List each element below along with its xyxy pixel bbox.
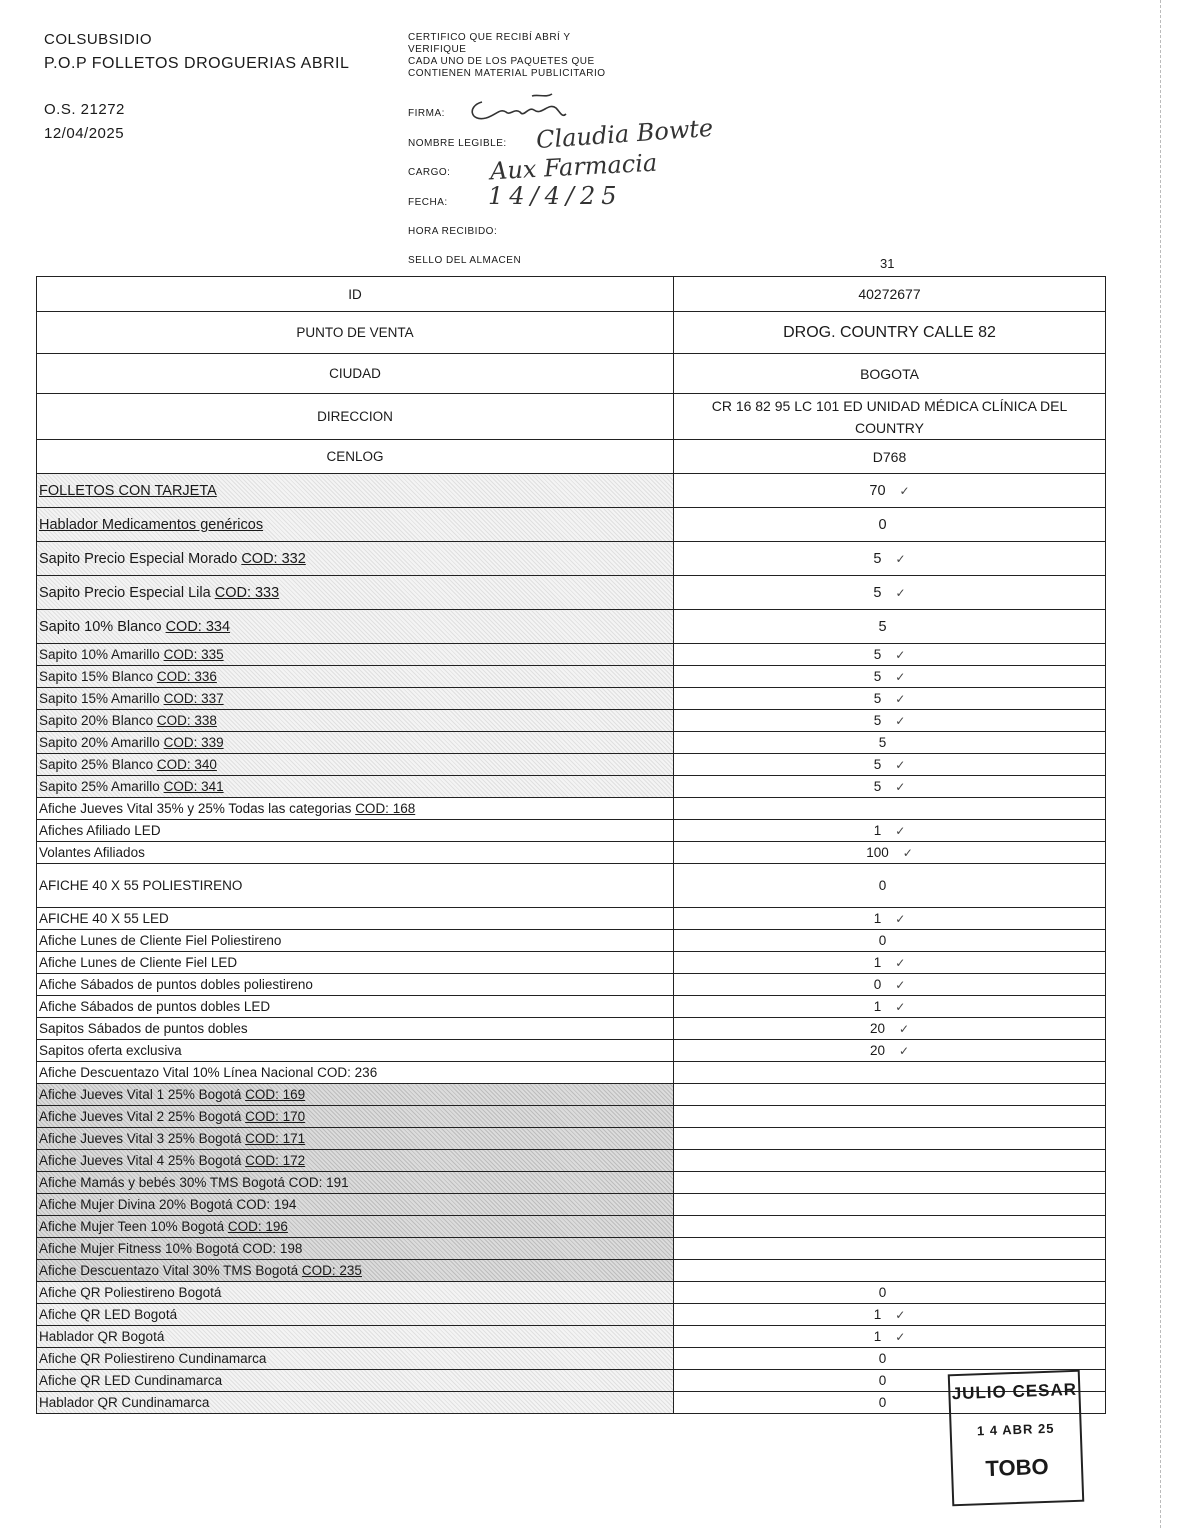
item-quantity: 5 <box>873 669 882 684</box>
page-edge-line <box>1160 0 1161 1528</box>
item-label: AFICHE 40 X 55 POLIESTIRENO <box>39 877 243 893</box>
firma-label: FIRMA: <box>408 108 445 119</box>
item-quantity-cell <box>674 974 1106 996</box>
item-quantity-cell <box>674 1150 1106 1172</box>
item-quantity: 5 <box>873 647 882 662</box>
check-mark-icon: ✓ <box>899 483 910 498</box>
check-mark-icon: ✓ <box>898 1022 910 1036</box>
item-quantity: 0 <box>878 1395 887 1410</box>
item-label: Afiche Descuentazo Vital 30% TMS Bogotá <box>39 1263 302 1278</box>
item-code: COD: 337 <box>163 691 224 706</box>
cargo-label: CARGO: <box>408 167 451 178</box>
hora-label: HORA RECIBIDO: <box>408 226 498 237</box>
item-label: Afiche QR Poliestireno Cundinamarca <box>39 1351 267 1366</box>
item-description <box>37 576 674 610</box>
stamp-date: 1 4 ABR 25 <box>976 1420 1055 1439</box>
item-description <box>37 864 674 908</box>
item-description <box>37 644 674 666</box>
item-description <box>37 610 674 644</box>
item-row <box>37 576 1106 610</box>
item-label: Afiche Lunes de Cliente Fiel LED <box>39 955 238 970</box>
item-label: Afiche Mujer Fitness 10% Bogotá COD: 198 <box>39 1241 303 1256</box>
item-quantity-cell <box>674 1084 1106 1106</box>
item-row <box>37 644 1106 666</box>
item-label: Volantes Afiliados <box>39 845 145 860</box>
order-number: O.S. 21272 <box>44 101 125 118</box>
item-description <box>37 1018 674 1040</box>
check-mark-icon: ✓ <box>895 824 906 838</box>
item-quantity: 5 <box>873 757 882 772</box>
item-label: Sapito 25% Amarillo <box>39 779 164 794</box>
check-mark-icon: ✓ <box>895 670 906 684</box>
nombre-handwritten: Claudia Bowte <box>535 113 715 155</box>
delivery-table <box>36 276 1106 1414</box>
item-code: COD: 170 <box>245 1109 306 1124</box>
item-row <box>37 820 1106 842</box>
sello-label: SELLO DEL ALMACEN <box>408 255 522 266</box>
item-label: Afiche Sábados de puntos dobles LED <box>39 999 271 1014</box>
item-quantity-cell <box>674 644 1106 666</box>
item-label: AFICHE 40 X 55 LED <box>39 911 169 926</box>
check-mark-icon: ✓ <box>895 1308 906 1322</box>
item-label: Afiches Afiliado LED <box>39 823 161 838</box>
item-description <box>37 798 674 820</box>
item-quantity-cell <box>674 1260 1106 1282</box>
info-row <box>37 440 1106 474</box>
info-label: DIRECCION <box>37 394 674 440</box>
item-row <box>37 610 1106 644</box>
item-label: Hablador QR Cundinamarca <box>39 1395 210 1410</box>
item-code: COD: 171 <box>245 1131 306 1146</box>
item-description <box>37 1282 674 1304</box>
item-quantity: 1 <box>873 955 882 970</box>
item-code: COD: 169 <box>245 1087 306 1102</box>
item-label: FOLLETOS CON TARJETA <box>39 482 217 499</box>
item-quantity: 70 <box>869 482 886 499</box>
item-label: Sapito 20% Blanco <box>39 713 157 728</box>
item-quantity-cell <box>674 1018 1106 1040</box>
item-description <box>37 1304 674 1326</box>
item-label: Sapito 10% Blanco <box>39 618 166 635</box>
item-code: COD: 336 <box>156 669 217 684</box>
item-label: Sapito 15% Blanco <box>39 669 157 684</box>
item-row <box>37 1172 1106 1194</box>
item-quantity-cell <box>674 1326 1106 1348</box>
item-quantity-cell <box>674 1216 1106 1238</box>
item-quantity-cell <box>674 754 1106 776</box>
info-label: CIUDAD <box>37 354 674 394</box>
item-row <box>37 754 1106 776</box>
item-row <box>37 930 1106 952</box>
info-row <box>37 277 1106 312</box>
item-description <box>37 1106 674 1128</box>
certificate-line: VERIFIQUE <box>408 44 467 55</box>
item-description <box>37 754 674 776</box>
item-label: Afiche Jueves Vital 35% y 25% Todas las categorias <box>39 801 356 816</box>
item-quantity-cell <box>674 798 1106 820</box>
item-row <box>37 1238 1106 1260</box>
check-mark-icon: ✓ <box>895 978 906 992</box>
item-code: COD: 335 <box>163 647 224 662</box>
check-mark-icon: ✓ <box>895 758 906 772</box>
item-row <box>37 542 1106 576</box>
item-quantity: 5 <box>873 584 882 601</box>
item-label: Afiche Sábados de puntos dobles poliestireno <box>39 977 313 992</box>
item-label: Sapito Precio Especial Lila <box>39 584 215 601</box>
item-label: Sapito Precio Especial Morado <box>39 550 242 567</box>
item-quantity-cell <box>674 1128 1106 1150</box>
item-code: COD: 338 <box>156 713 217 728</box>
certificate-line: CERTIFICO QUE RECIBÍ ABRÍ Y <box>408 32 571 43</box>
item-label: Sapito 10% Amarillo <box>39 647 164 662</box>
item-description <box>37 908 674 930</box>
item-quantity: 5 <box>873 691 882 706</box>
item-quantity: 0 <box>878 878 887 893</box>
item-row <box>37 474 1106 508</box>
item-code: COD: 340 <box>156 757 217 772</box>
header-block <box>44 28 349 146</box>
item-quantity-cell <box>674 1062 1106 1084</box>
item-row <box>37 1392 1106 1414</box>
item-quantity-cell <box>674 1106 1106 1128</box>
item-description <box>37 1216 674 1238</box>
fecha-handwritten: 14/4/25 <box>488 182 623 210</box>
info-row <box>37 312 1106 354</box>
item-label: Hablador Medicamentos genéricos <box>39 516 264 533</box>
item-quantity: 5 <box>873 550 882 567</box>
certificate-line: CADA UNO DE LOS PAQUETES QUE <box>408 56 595 67</box>
item-label: Afiche QR LED Cundinamarca <box>39 1373 223 1388</box>
item-description <box>37 688 674 710</box>
item-quantity-cell <box>674 1172 1106 1194</box>
item-quantity: 0 <box>873 977 882 992</box>
item-quantity: 1 <box>873 911 882 926</box>
check-mark-icon: ✓ <box>895 714 906 728</box>
item-code: COD: 332 <box>241 550 306 567</box>
item-quantity-cell <box>674 1040 1106 1062</box>
item-quantity: 1 <box>873 1329 882 1344</box>
fecha-label: FECHA: <box>408 197 448 208</box>
item-code: COD: 334 <box>165 618 231 635</box>
item-code: COD: 341 <box>163 779 224 794</box>
item-label: Afiche Jueves Vital 2 25% Bogotá <box>39 1109 246 1124</box>
item-quantity-cell <box>674 474 1106 508</box>
item-description <box>37 1150 674 1172</box>
item-label: Afiche Mujer Divina 20% Bogotá COD: 194 <box>39 1197 297 1212</box>
item-row <box>37 1040 1106 1062</box>
check-mark-icon: ✓ <box>895 585 906 600</box>
certificate-text <box>408 32 606 80</box>
item-row <box>37 710 1106 732</box>
item-quantity-cell <box>674 1238 1106 1260</box>
item-row <box>37 1084 1106 1106</box>
item-row <box>37 1216 1106 1238</box>
item-description <box>37 996 674 1018</box>
item-description <box>37 1194 674 1216</box>
item-row <box>37 908 1106 930</box>
item-quantity: 1 <box>873 1307 882 1322</box>
nombre-label: NOMBRE LEGIBLE: <box>408 138 507 149</box>
item-quantity: 100 <box>866 845 889 860</box>
item-row <box>37 1326 1106 1348</box>
item-row <box>37 1304 1106 1326</box>
info-value: D768 <box>674 440 1106 474</box>
signature-scribble <box>462 88 572 128</box>
item-quantity-cell <box>674 666 1106 688</box>
item-label: Sapitos oferta exclusiva <box>39 1043 182 1058</box>
item-quantity-cell <box>674 908 1106 930</box>
item-row <box>37 1370 1106 1392</box>
item-quantity: 1 <box>873 999 882 1014</box>
item-quantity: 0 <box>878 1285 887 1300</box>
item-quantity-cell <box>674 688 1106 710</box>
stamp-location: TOBO <box>985 1453 1050 1482</box>
item-quantity-cell <box>674 610 1106 644</box>
item-quantity: 20 <box>869 1043 885 1058</box>
item-row <box>37 974 1106 996</box>
item-row <box>37 798 1106 820</box>
item-description <box>37 1084 674 1106</box>
page-number: 31 <box>880 256 895 271</box>
item-row <box>37 996 1106 1018</box>
item-description <box>37 732 674 754</box>
item-row <box>37 864 1106 908</box>
item-row <box>37 1018 1106 1040</box>
item-row <box>37 1194 1106 1216</box>
item-description <box>37 842 674 864</box>
info-value: 40272677 <box>674 277 1106 312</box>
item-label: Afiche Descuentazo Vital 10% Línea Nacional COD: 236 <box>39 1065 378 1080</box>
document-title: P.O.P FOLLETOS DROGUERIAS ABRIL <box>44 55 350 72</box>
item-quantity: 1 <box>873 823 882 838</box>
info-row <box>37 354 1106 394</box>
item-label: Hablador QR Bogotá <box>39 1329 165 1344</box>
check-mark-icon: ✓ <box>898 1044 910 1058</box>
item-quantity: 5 <box>878 735 887 750</box>
item-row <box>37 952 1106 974</box>
certificate-line: CONTIENEN MATERIAL PUBLICITARIO <box>408 68 606 79</box>
item-label: Afiche QR LED Bogotá <box>39 1307 178 1322</box>
item-quantity: 5 <box>873 713 882 728</box>
check-mark-icon: ✓ <box>895 692 906 706</box>
item-label: Afiche Mujer Teen 10% Bogotá <box>39 1219 228 1234</box>
item-label: Sapito 20% Amarillo <box>39 735 164 750</box>
item-row <box>37 666 1106 688</box>
item-row <box>37 1260 1106 1282</box>
info-value: BOGOTA <box>674 354 1106 394</box>
info-label: PUNTO DE VENTA <box>37 312 674 354</box>
item-description <box>37 1128 674 1150</box>
item-description <box>37 1326 674 1348</box>
item-quantity-cell <box>674 542 1106 576</box>
item-description <box>37 1348 674 1370</box>
check-mark-icon: ✓ <box>895 912 906 926</box>
item-quantity: 0 <box>878 1351 887 1366</box>
item-label: Afiche Jueves Vital 1 25% Bogotá <box>39 1087 246 1102</box>
check-mark-icon: ✓ <box>895 551 906 566</box>
item-description <box>37 542 674 576</box>
item-label: Afiche QR Poliestireno Bogotá <box>39 1285 222 1300</box>
item-description <box>37 1172 674 1194</box>
item-row <box>37 1106 1106 1128</box>
item-quantity-cell <box>674 710 1106 732</box>
item-row <box>37 842 1106 864</box>
item-quantity-cell <box>674 576 1106 610</box>
stamp-name: JULIO CESAR <box>951 1379 1078 1404</box>
item-quantity: 0 <box>878 516 887 533</box>
item-description <box>37 930 674 952</box>
item-quantity-cell <box>674 952 1106 974</box>
item-description <box>37 1392 674 1414</box>
item-code: COD: 339 <box>163 735 224 750</box>
item-quantity-cell <box>674 864 1106 908</box>
item-row <box>37 776 1106 798</box>
item-description <box>37 1238 674 1260</box>
info-value: DROG. COUNTRY CALLE 82 <box>674 312 1106 354</box>
item-code: COD: 196 <box>227 1219 288 1234</box>
info-row <box>37 394 1106 440</box>
item-description <box>37 508 674 542</box>
item-label: Sapitos Sábados de puntos dobles <box>39 1021 248 1036</box>
item-code: COD: 168 <box>355 801 416 816</box>
item-quantity-cell <box>674 996 1106 1018</box>
item-description <box>37 1260 674 1282</box>
item-code: COD: 333 <box>214 584 280 601</box>
item-quantity-cell <box>674 930 1106 952</box>
item-row <box>37 1348 1106 1370</box>
item-row <box>37 1128 1106 1150</box>
item-quantity-cell <box>674 1304 1106 1326</box>
item-quantity: 0 <box>878 1373 887 1388</box>
item-quantity: 0 <box>878 933 887 948</box>
document-date: 12/04/2025 <box>44 125 125 142</box>
item-description <box>37 710 674 732</box>
check-mark-icon: ✓ <box>895 956 906 970</box>
item-row <box>37 732 1106 754</box>
item-quantity-cell <box>674 732 1106 754</box>
item-description <box>37 952 674 974</box>
item-quantity: 5 <box>878 618 887 635</box>
item-description <box>37 1040 674 1062</box>
item-label: Afiche Mamás y bebés 30% TMS Bogotá COD: 191 <box>39 1175 349 1190</box>
item-description <box>37 1062 674 1084</box>
item-code: COD: 235 <box>301 1263 362 1278</box>
item-label: Afiche Lunes de Cliente Fiel Poliestireno <box>39 933 282 948</box>
info-value: CR 16 82 95 LC 101 ED UNIDAD MÉDICA CLÍNICA DEL COUNTRY <box>674 394 1106 440</box>
item-quantity-cell <box>674 842 1106 864</box>
item-description <box>37 666 674 688</box>
item-row <box>37 688 1106 710</box>
item-label: Sapito 15% Amarillo <box>39 691 164 706</box>
item-quantity: 5 <box>873 779 882 794</box>
info-label: CENLOG <box>37 440 674 474</box>
item-row <box>37 1150 1106 1172</box>
item-row <box>37 1062 1106 1084</box>
item-label: Afiche Jueves Vital 4 25% Bogotá <box>39 1153 246 1168</box>
warehouse-stamp <box>948 1370 1085 1507</box>
check-mark-icon: ✓ <box>895 780 906 794</box>
item-row <box>37 508 1106 542</box>
item-code: COD: 172 <box>245 1153 306 1168</box>
check-mark-icon: ✓ <box>895 1330 906 1344</box>
item-quantity-cell <box>674 820 1106 842</box>
item-row <box>37 1282 1106 1304</box>
item-quantity-cell <box>674 1194 1106 1216</box>
item-quantity-cell <box>674 776 1106 798</box>
item-description <box>37 474 674 508</box>
item-description <box>37 820 674 842</box>
cargo-handwritten: Aux Farmacia <box>489 148 658 186</box>
company-name: COLSUBSIDIO <box>44 31 153 48</box>
item-quantity-cell <box>674 1348 1106 1370</box>
item-quantity: 20 <box>869 1021 885 1036</box>
item-description <box>37 1370 674 1392</box>
check-mark-icon: ✓ <box>902 846 913 860</box>
item-quantity-cell <box>674 508 1106 542</box>
item-label: Sapito 25% Blanco <box>39 757 157 772</box>
item-description <box>37 776 674 798</box>
info-label: ID <box>37 277 674 312</box>
check-mark-icon: ✓ <box>895 1000 906 1014</box>
item-quantity-cell <box>674 1282 1106 1304</box>
check-mark-icon: ✓ <box>895 648 906 662</box>
item-label: Afiche Jueves Vital 3 25% Bogotá <box>39 1131 246 1146</box>
item-description <box>37 974 674 996</box>
